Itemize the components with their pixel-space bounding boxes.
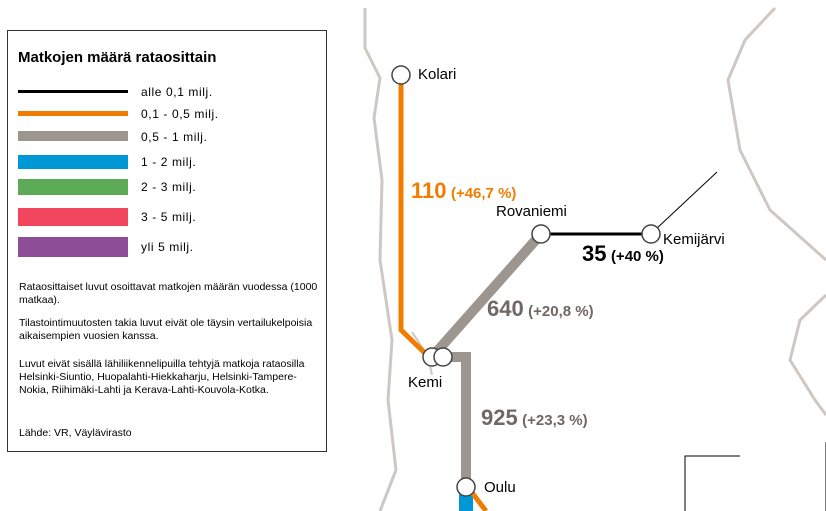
legend-swatch xyxy=(18,208,128,226)
legend-label: 2 - 3 milj. xyxy=(141,180,197,194)
border-line-east-lower xyxy=(790,295,826,415)
legend-title: Matkojen määrä rataosittain xyxy=(18,49,217,66)
value-number: 925 xyxy=(481,405,518,430)
border-line-west xyxy=(365,8,396,511)
legend-swatch xyxy=(18,155,128,169)
station-marker-rovaniemi xyxy=(532,225,550,243)
legend-label: alle 0,1 milj. xyxy=(141,85,213,99)
legend-item xyxy=(8,84,326,100)
legend-swatch xyxy=(18,111,128,116)
legend-label: 3 - 5 milj. xyxy=(141,210,197,224)
value-number: 640 xyxy=(487,296,524,321)
value-kemi-oulu xyxy=(481,405,588,431)
station-marker-kolari xyxy=(392,66,410,84)
legend-swatch xyxy=(18,131,128,141)
legend-swatch xyxy=(18,90,128,93)
value-change: (+40 %) xyxy=(610,248,664,265)
legend-note: Luvut eivät sisällä lähiliikennelipuilla tehtyjä matkoja rataosilla Helsinki-Siuntio, Huopalahti-Hiekkaharju, Helsinki-Tampere-Nokia, Riihimäki-Lahti ja Kerava-Lahti-Kouvola-Kotka. xyxy=(19,358,305,396)
map-legend xyxy=(7,30,327,452)
station-label-kolari: Kolari xyxy=(418,66,457,83)
legend-swatch xyxy=(18,237,128,257)
legend-label: yli 5 milj. xyxy=(141,240,194,254)
station-marker-oulu xyxy=(457,478,475,496)
value-change: (+23,3 %) xyxy=(522,412,588,429)
legend-item xyxy=(8,239,326,255)
value-kolari-kemi xyxy=(411,178,516,204)
legend-item xyxy=(8,209,326,225)
legend-label: 1 - 2 milj. xyxy=(141,155,197,169)
value-rovaniemi-kemijarvi xyxy=(582,241,664,267)
border-line-east xyxy=(728,8,826,260)
legend-label: 0,1 - 0,5 milj. xyxy=(141,107,219,121)
value-change: (+20,8 %) xyxy=(528,303,594,320)
legend-label: 0,5 - 1 milj. xyxy=(141,130,208,144)
value-number: 110 xyxy=(411,178,447,203)
station-label-kemijarvi: Kemijärvi xyxy=(663,231,725,248)
value-kemi-rovaniemi xyxy=(487,296,594,322)
value-change: (+46,7 %) xyxy=(450,185,517,202)
thin-line-kemijarvi-northeast xyxy=(655,172,717,230)
station-label-oulu: Oulu xyxy=(484,479,516,496)
legend-item xyxy=(8,106,326,122)
station-label-kemi: Kemi xyxy=(408,374,443,391)
station-marker-kemi-east xyxy=(434,348,452,366)
legend-note: Rataosittaiset luvut osoittavat matkojen määrän vuodessa (1000 matkaa). xyxy=(19,281,318,306)
legend-item xyxy=(8,129,326,145)
rail-segment-kolari-kemi xyxy=(401,76,432,360)
legend-note: Tilastointimuutosten takia luvut eivät ole täysin vertailukelpoisia aikaisempien vuosien kanssa. xyxy=(19,317,313,342)
legend-swatch xyxy=(18,179,128,195)
station-label-rovaniemi: Rovaniemi xyxy=(496,203,567,220)
value-number: 35 xyxy=(582,241,607,266)
legend-source: Lähde: VR, Väylävirasto xyxy=(19,427,132,439)
thin-line-bottom-right xyxy=(685,456,740,511)
legend-item xyxy=(8,179,326,195)
legend-item xyxy=(8,154,326,170)
